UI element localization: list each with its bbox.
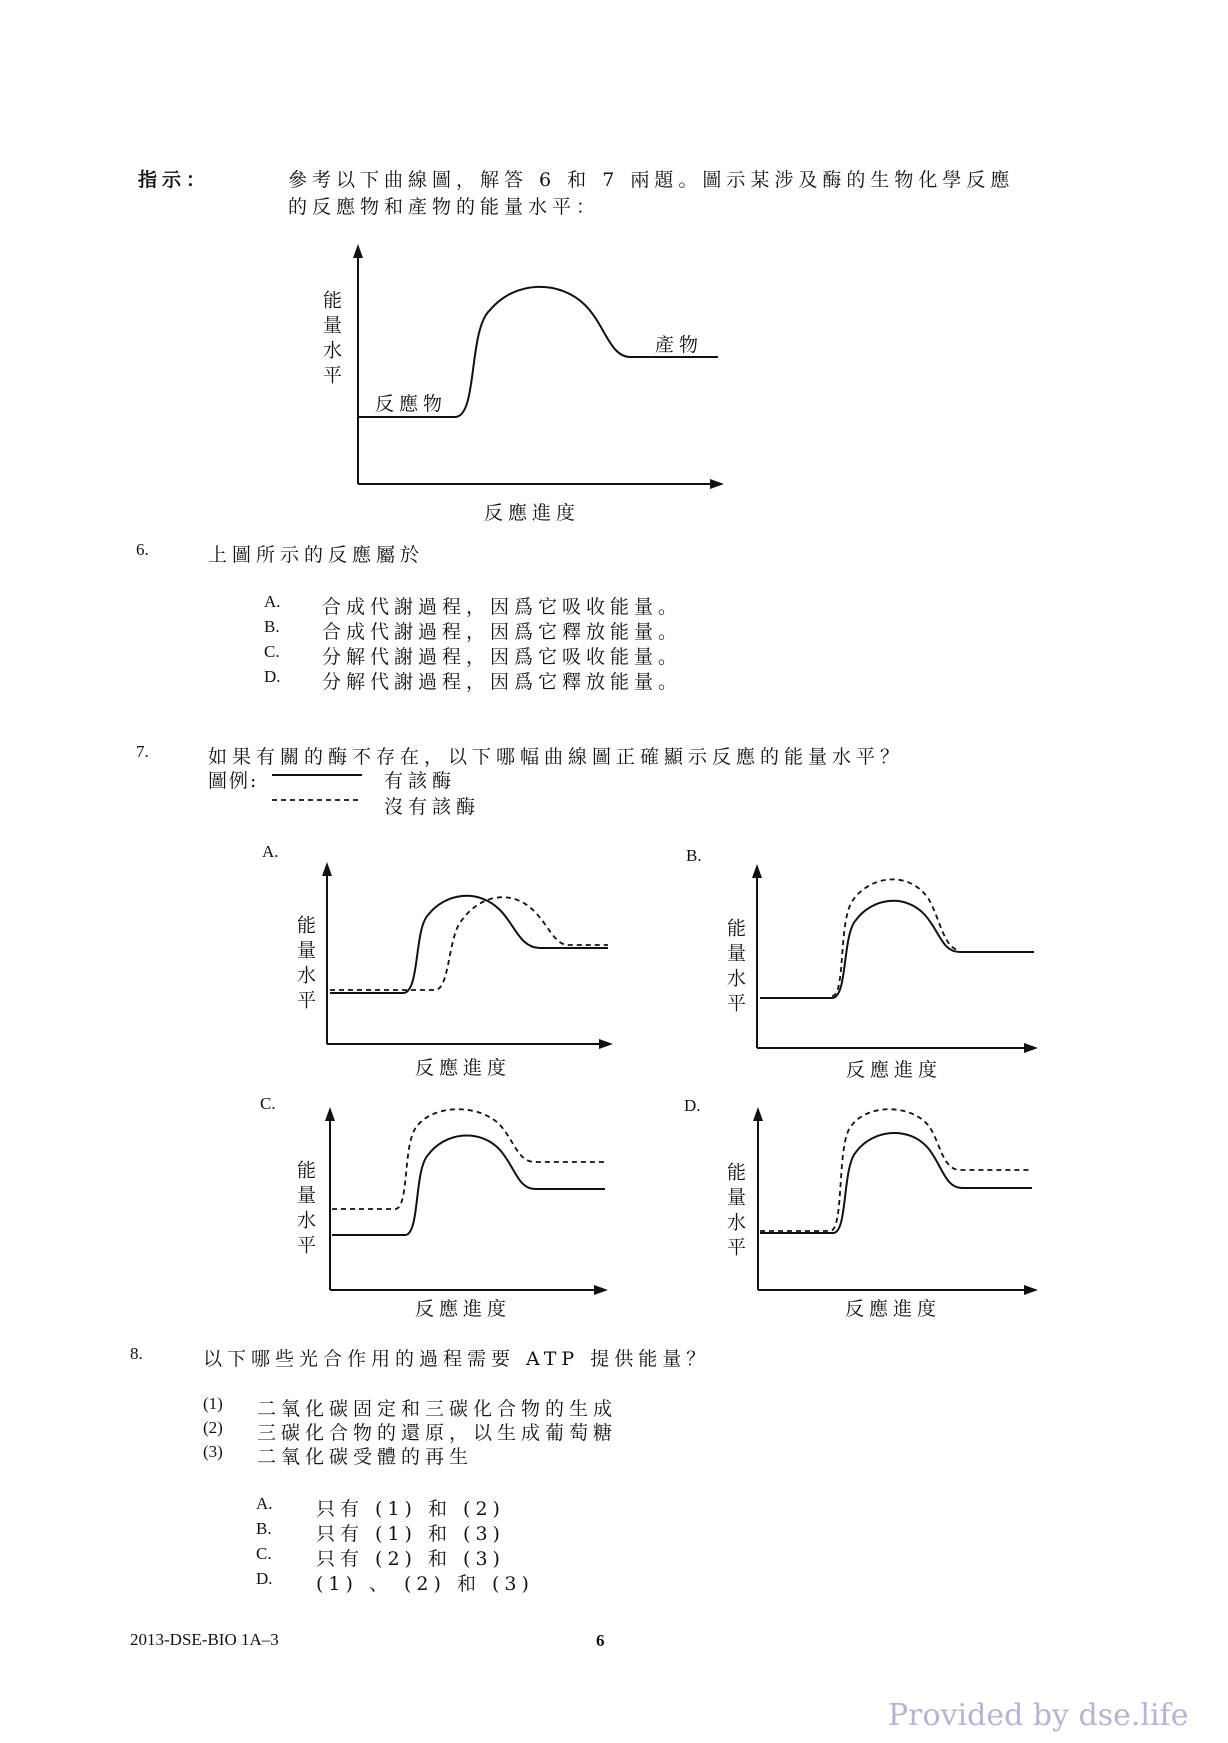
q6-option-text: 分解代謝過程，因爲它釋放能量。: [322, 671, 683, 693]
graph-d-ylabel: 能量水平: [724, 1162, 746, 1262]
q8-statement-num: (2): [203, 1418, 223, 1437]
q8-statement-num: (3): [203, 1442, 223, 1461]
q8-option-letter: C.: [256, 1544, 272, 1563]
main-graph-reactant-label: 反應物: [375, 393, 448, 415]
instruction-label: 指示：: [138, 169, 211, 191]
q8-option-letter: D.: [256, 1569, 273, 1588]
q8-option-text: (1) 、 (2) 和 (3): [316, 1573, 534, 1595]
q6-option-letter: C.: [264, 642, 280, 661]
graph-a-letter: A.: [262, 842, 279, 861]
q6-stem: 上圖所示的反應屬於: [208, 544, 425, 566]
instruction-line-1: 參考以下曲線圖，解答 6 和 7 兩題。圖示某涉及酶的生物化學反應: [288, 169, 1015, 191]
q7-stem: 如果有關的酶不存在，以下哪幅曲線圖正確顯示反應的能量水平？: [208, 746, 905, 768]
q6-option-text: 分解代謝過程，因爲它吸收能量。: [322, 646, 683, 668]
graph-d-xlabel: 反應進度: [845, 1298, 942, 1320]
graph-d-x-arrow: [1024, 1285, 1038, 1295]
graph-c-xlabel: 反應進度: [415, 1298, 512, 1320]
main-graph-ylabel: 能量水平: [320, 290, 342, 390]
q8-option-letter: A.: [256, 1494, 273, 1513]
q8-statement-text: 二氧化碳受體的再生: [257, 1446, 474, 1468]
graph-b-xlabel: 反應進度: [846, 1059, 943, 1081]
graph-d-solid-curve: [760, 1133, 1032, 1233]
graph-d-dashed-curve: [760, 1109, 1032, 1231]
q7-legend-label: 圖例:: [208, 770, 259, 792]
q8-statement-text: 三碳化合物的還原，以生成葡萄糖: [257, 1422, 618, 1444]
q7-legend-without: 沒有該酶: [384, 796, 481, 818]
footer-page-number: 6: [596, 1631, 605, 1650]
graph-b-ylabel: 能量水平: [724, 918, 746, 1018]
q6-option-letter: D.: [264, 667, 281, 686]
q8-stem: 以下哪些光合作用的過程需要 ATP 提供能量？: [203, 1348, 711, 1370]
q8-option-text: 只有 (2) 和 (3): [316, 1548, 505, 1570]
q8-statement-text: 二氧化碳固定和三碳化合物的生成: [257, 1398, 618, 1420]
main-graph-xlabel: 反應進度: [484, 502, 581, 524]
main-graph-product-label: 產物: [655, 334, 704, 356]
q6-number: 6.: [136, 540, 149, 559]
q8-number: 8.: [130, 1344, 143, 1363]
instruction-line-2: 的反應物和產物的能量水平：: [288, 196, 601, 218]
q6-option-text: 合成代謝過程，因爲它釋放能量。: [322, 621, 683, 643]
graph-a-xlabel: 反應進度: [415, 1057, 512, 1079]
footer-brand-watermark: Provided by dse.life: [888, 1698, 1189, 1733]
q8-option-text: 只有 (1) 和 (2): [316, 1498, 505, 1520]
q6-option-text: 合成代謝過程，因爲它吸收能量。: [322, 596, 683, 618]
graph-a-ylabel: 能量水平: [294, 915, 316, 1015]
q7-number: 7.: [136, 742, 149, 761]
graph-c-ylabel: 能量水平: [294, 1160, 316, 1260]
graph-c-letter: C.: [260, 1094, 276, 1113]
q6-option-letter: A.: [264, 592, 281, 611]
q6-option-letter: B.: [264, 617, 280, 636]
graph-d-y-arrow: [753, 1107, 763, 1121]
q8-statement-num: (1): [203, 1394, 223, 1413]
graph-b-letter: B.: [686, 846, 702, 865]
graph-d-letter: D.: [684, 1096, 701, 1115]
q7-legend-with: 有該酶: [384, 770, 457, 792]
footer-exam-code: 2013-DSE-BIO 1A–3: [130, 1630, 279, 1649]
q8-option-letter: B.: [256, 1519, 272, 1538]
q8-option-text: 只有 (1) 和 (3): [316, 1523, 505, 1545]
